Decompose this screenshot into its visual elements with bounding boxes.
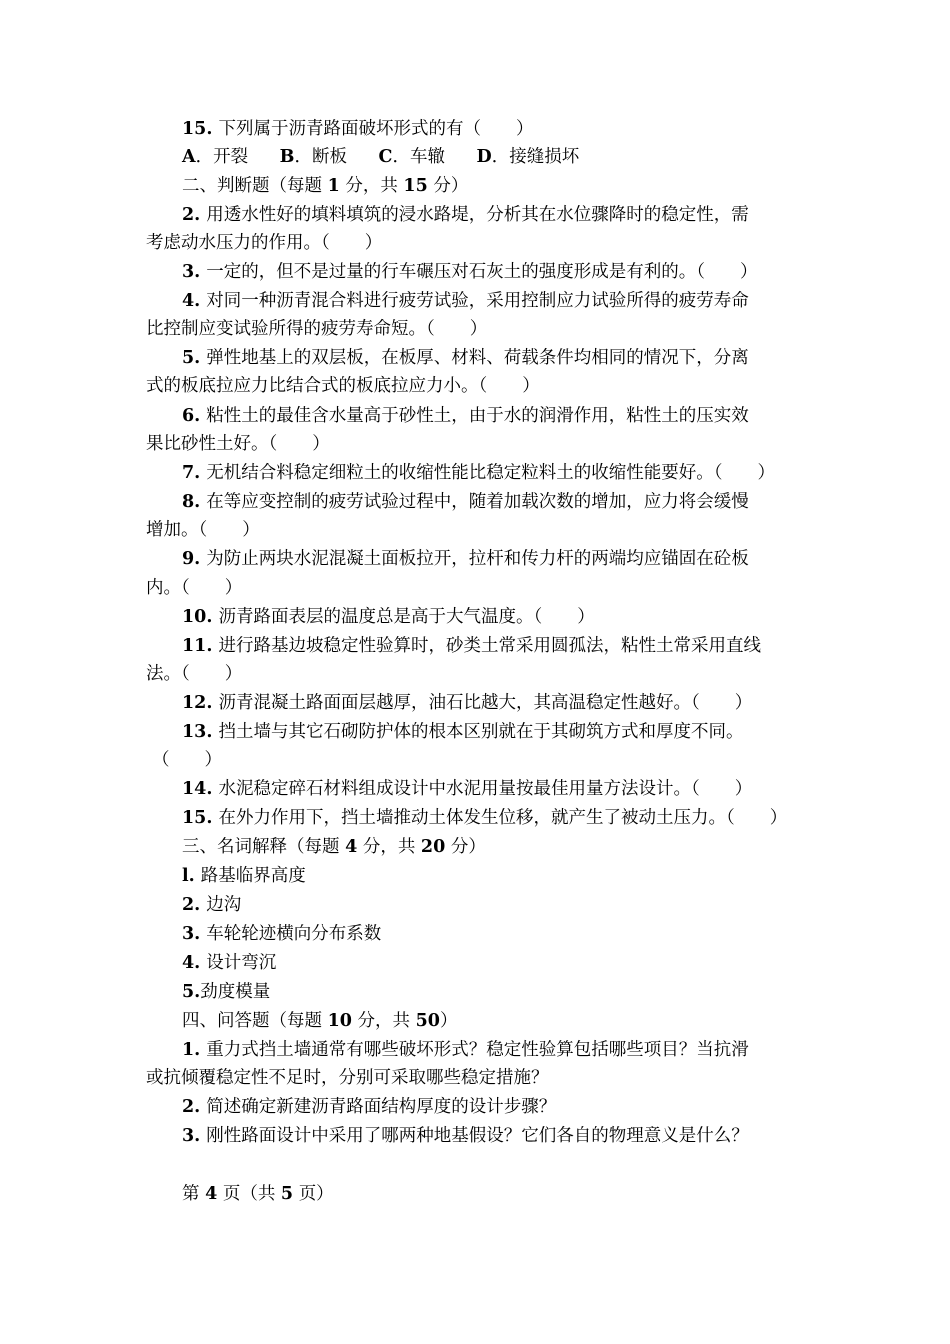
judgment-item: 8. 在等应变控制的疲劳试验过程中，随着加载次数的增加，应力将会缓慢: [182, 492, 749, 512]
page-footer: 第 4 页（共 5 页）: [182, 1184, 334, 1204]
section-heading-judgment: 二、判断题（每题 1 分，共 15 分）: [182, 176, 469, 196]
question-item: 2. 简述确定新建沥青路面结构厚度的设计步骤？: [182, 1097, 557, 1117]
judgment-item-cont: 式的板底拉应力比结合式的板底拉应力小。（ ）: [146, 376, 540, 396]
term-item: 4. 设计弯沉: [182, 953, 277, 973]
judgment-item: 15. 在外力作用下，挡土墙推动土体发生位移，就产生了被动土压力。（ ）: [182, 808, 788, 828]
section-heading-questions: 四、问答题（每题 10 分，共 50）: [182, 1011, 458, 1031]
option-c: C．车辙: [378, 147, 445, 167]
judgment-item: 10. 沥青路面表层的温度总是高于大气温度。（ ）: [182, 607, 595, 627]
term-item: 2. 边沟: [182, 895, 242, 915]
option-b: B．断板: [279, 147, 347, 167]
judgment-item: 7. 无机结合料稳定细粒土的收缩性能比稳定粒料土的收缩性能要好。（ ）: [182, 463, 776, 483]
judgment-item: 3. 一定的，但不是过量的行车碾压对石灰土的强度形成是有利的。（ ）: [182, 262, 758, 282]
judgment-item: 11. 进行路基边坡稳定性验算时，砂类土常采用圆孤法，粘性土常采用直线: [182, 636, 761, 656]
question-item-cont: 或抗倾覆稳定性不足时，分别可采取哪些稳定措施？: [146, 1068, 549, 1088]
option-d: D．接缝损坏: [476, 147, 580, 167]
judgment-item-cont: 增加。（ ）: [146, 520, 260, 540]
term-item: l. 路基临界高度: [182, 866, 306, 886]
question-item: 3. 刚性路面设计中采用了哪两种地基假设？它们各自的物理意义是什么？: [182, 1126, 749, 1146]
term-item: 5.劲度模量: [182, 982, 271, 1002]
section-heading-terms: 三、名词解释（每题 4 分，共 20 分）: [182, 837, 486, 857]
judgment-item: 2. 用透水性好的填料填筑的浸水路堤，分析其在水位骤降时的稳定性，需: [182, 205, 749, 225]
option-a: A．开裂: [182, 147, 249, 167]
question-item: 1. 重力式挡土墙通常有哪些破坏形式？稳定性验算包括哪些项目？当抗滑: [182, 1040, 749, 1060]
judgment-item: 14. 水泥稳定碎石材料组成设计中水泥用量按最佳用量方法设计。（ ）: [182, 779, 753, 799]
judgment-item: 4. 对同一种沥青混合料进行疲劳试验，采用控制应力试验所得的疲劳寿命: [182, 291, 749, 311]
judgment-item: 12. 沥青混凝土路面面层越厚，油石比越大，其高温稳定性越好。（ ）: [182, 693, 753, 713]
judgment-item-cont: 果比砂性土好。（ ）: [146, 434, 330, 454]
judgment-item: 6. 粘性土的最佳含水量高于砂性土，由于水的润滑作用，粘性土的压实效: [182, 406, 749, 426]
judgment-item: 13. 挡土墙与其它石砌防护体的根本区别就在于其砌筑方式和厚度不同。: [182, 722, 744, 742]
term-item: 3. 车轮轮迹横向分布系数: [182, 924, 382, 944]
judgment-item: 5. 弹性地基上的双层板，在板厚、材料、荷载条件均相同的情况下，分离: [182, 348, 749, 368]
judgment-item-cont: （ ）: [152, 750, 222, 770]
judgment-item-cont: 考虑动水压力的作用。（ ）: [146, 233, 383, 253]
judgment-item-cont: 法。（ ）: [146, 664, 243, 684]
judgment-item-cont: 比控制应变试验所得的疲劳寿命短。（ ）: [146, 319, 488, 339]
judgment-item-cont: 内。（ ）: [146, 578, 243, 598]
choice-question-15: 15. 下列属于沥青路面破坏形式的有（ ）: [182, 119, 534, 139]
judgment-item: 9. 为防止两块水泥混凝土面板拉开，拉杆和传力杆的两端均应锚固在砼板: [182, 549, 749, 569]
choice-options: [0, 143, 950, 171]
